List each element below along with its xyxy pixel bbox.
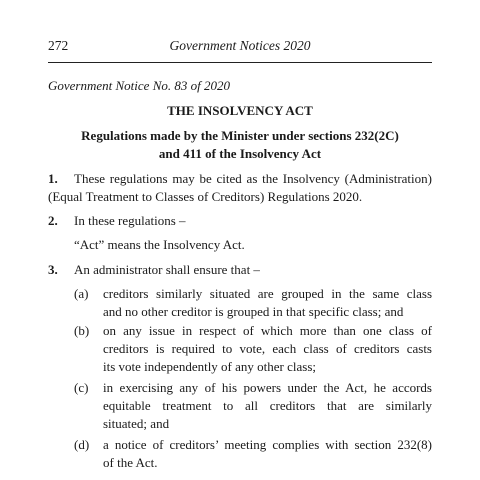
act-definition: “Act” means the Insolvency Act. <box>74 237 245 252</box>
item-c-label: (c) <box>74 380 89 395</box>
item-c-line-2: equitable treatment to all creditors that are similarly <box>103 398 432 413</box>
running-title: Government Notices 2020 <box>169 38 311 53</box>
item-b-line-3: its vote independently of any other class; <box>103 359 317 374</box>
subtitle-line-1: Regulations made by the Minister under sections 232(2C) <box>81 128 399 143</box>
item-c-line-3: situated; and <box>103 416 170 431</box>
item-b-line-1: on any issue in respect of which more than one class of <box>103 323 432 338</box>
running-header <box>48 38 432 60</box>
item-d-line-2: of the Act. <box>103 455 158 470</box>
item-d-line-1: a notice of creditors’ meeting complies with section 232(8) <box>103 437 432 452</box>
act-title: THE INSOLVENCY ACT <box>167 103 313 118</box>
item-a-label: (a) <box>74 286 89 301</box>
item-d-label: (d) <box>74 437 90 452</box>
item-a-line-2: and no other creditor is grouped in that specific class; and <box>103 304 404 319</box>
item-a-line-1: creditors similarly situated are grouped in the same class <box>103 286 432 301</box>
item-c-line-1: in exercising any of his powers under the Act, he accords <box>103 380 432 395</box>
section-2-text: In these regulations – <box>74 213 186 228</box>
header-rule <box>48 62 432 63</box>
section-1-line-1: These regulations may be cited as the Insolvency (Administration) <box>74 171 432 186</box>
section-3-number: 3. <box>48 262 58 277</box>
item-b-label: (b) <box>74 323 90 338</box>
regulations-subtitle <box>48 127 432 163</box>
section-2-number: 2. <box>48 213 58 228</box>
section-1-number: 1. <box>48 171 58 186</box>
notice-number: Government Notice No. 83 of 2020 <box>48 78 230 93</box>
section-3-text: An administrator shall ensure that – <box>74 262 260 277</box>
subtitle-line-2: and 411 of the Insolvency Act <box>158 146 322 161</box>
page-number: 272 <box>48 38 69 53</box>
item-b-line-2: creditors is required to vote, each class of creditors casts <box>103 341 432 356</box>
section-1-line-2: (Equal Treatment to Classes of Creditors) Regulations 2020. <box>48 189 363 204</box>
